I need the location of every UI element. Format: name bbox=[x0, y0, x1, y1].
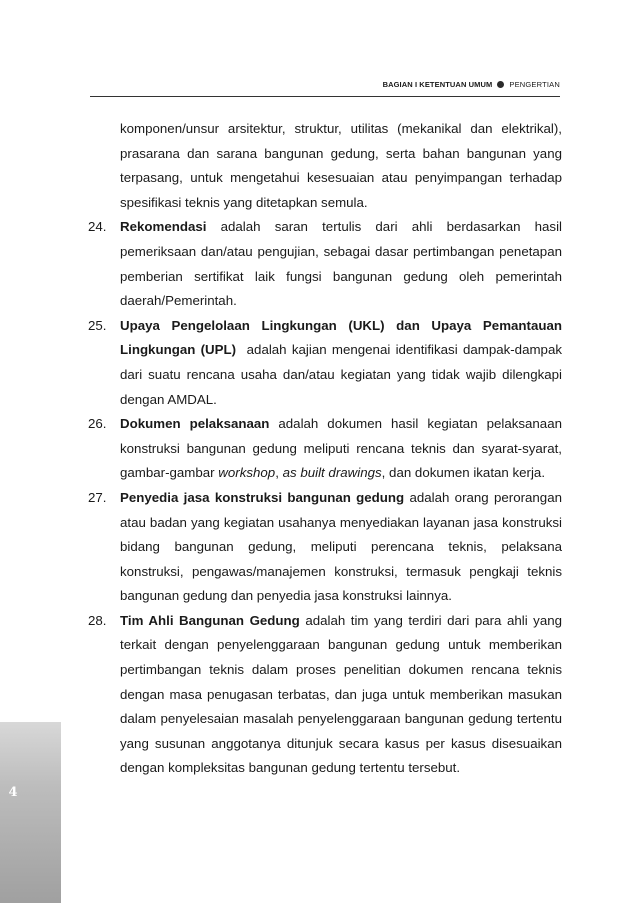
item-definition-part: adalah dokumen hasil kegiatan pelaksanaan konstruksi bangunan gedung meliputi rencana teknis dan syarat-syarat, gambar-gambar bbox=[120, 416, 562, 481]
continuation-text: komponen/unsur arsitektur, struktur, utilitas (mekanikal dan elektrikal), prasarana dan sarana bangunan gedung, serta bahan bangunan yang terpasang, untuk mengetahui kesesuaian atau penyimpangan terhadap spesifikasi teknis yang ditetapkan semula. bbox=[120, 121, 562, 210]
item-text bbox=[120, 486, 562, 609]
item-italic-term: workshop bbox=[218, 465, 276, 481]
bullet-dot-icon bbox=[497, 81, 504, 88]
item-term: Dokumen pelaksanaan bbox=[120, 416, 270, 432]
definition-item bbox=[88, 609, 562, 781]
item-definition-part: , dan dokumen ikatan kerja. bbox=[381, 465, 546, 481]
continuation-paragraph bbox=[88, 117, 562, 215]
item-text bbox=[120, 314, 566, 412]
item-term: Upaya Pengelolaan Lingkungan (UKL) dan Upaya Pemantauan Lingkungan (UPL) bbox=[120, 317, 562, 358]
item-number: 25. bbox=[88, 317, 107, 333]
document-body bbox=[88, 117, 566, 781]
item-italic-term: as built drawings bbox=[282, 465, 382, 481]
item-text bbox=[120, 609, 562, 781]
item-number: 26. bbox=[88, 416, 107, 432]
item-definition: adalah saran tertulis dari ahli berdasarkan hasil pemeriksaan dan/atau pengujian, sebagai dasar pertimbangan penetapan pemberian sertifikat laik fungsi bangunan gedung oleh pemerintah daerah/Pemerintah. bbox=[120, 219, 562, 309]
item-term: Tim Ahli Bangunan Gedung bbox=[120, 612, 300, 628]
running-header bbox=[383, 80, 560, 89]
header-rule bbox=[90, 96, 560, 97]
item-definition-part: , bbox=[275, 465, 283, 481]
item-term: Penyedia jasa konstruksi bangunan gedung bbox=[120, 489, 405, 505]
page-number: 4 bbox=[8, 785, 18, 800]
item-definition: adalah tim yang terdiri dari para ahli yang terkait dengan penyelenggaraan bangunan gedung untuk memberikan pertimbangan teknis dalam proses penelitian dokumen rencana teknis dengan masa penugasan terbatas, dan juga untuk memberikan masukan dalam penyelesaian masalah penyelenggaraan bangunan gedung tertentu yang susunan anggotanya ditunjuk secara kasus per kasus disesuaikan dengan kompleksitas bangunan gedung tertentu tersebut. bbox=[120, 612, 563, 776]
header-topic: PENGERTIAN bbox=[509, 80, 560, 89]
definition-item bbox=[88, 412, 562, 486]
page-side-tab bbox=[0, 722, 61, 903]
item-definition: adalah kajian mengenai identifikasi dampak-dampak dari suatu rencana usaha dan/atau kegiatan yang tidak wajib dilengkapi dengan AMDAL. bbox=[120, 342, 566, 407]
item-text bbox=[120, 412, 562, 486]
header-section: BAGIAN I KETENTUAN UMUM bbox=[382, 80, 493, 89]
item-text bbox=[120, 215, 562, 313]
item-definition: adalah orang perorangan atau badan yang kegiatan usahanya menyediakan layanan jasa konstruksi bidang bangunan gedung, meliputi perencana teknis, pelaksana konstruksi, pengawas/manajemen konstruksi, termasuk pengkaji teknis bangunan gedung dan penyedia jasa konstruksi lainnya. bbox=[120, 489, 562, 604]
item-number: 28. bbox=[88, 612, 107, 628]
item-term: Rekomendasi bbox=[120, 219, 207, 235]
definition-item bbox=[88, 215, 562, 313]
item-number: 27. bbox=[88, 489, 107, 505]
definition-item bbox=[88, 486, 562, 609]
item-number: 24. bbox=[88, 219, 107, 235]
definition-item bbox=[88, 314, 566, 412]
